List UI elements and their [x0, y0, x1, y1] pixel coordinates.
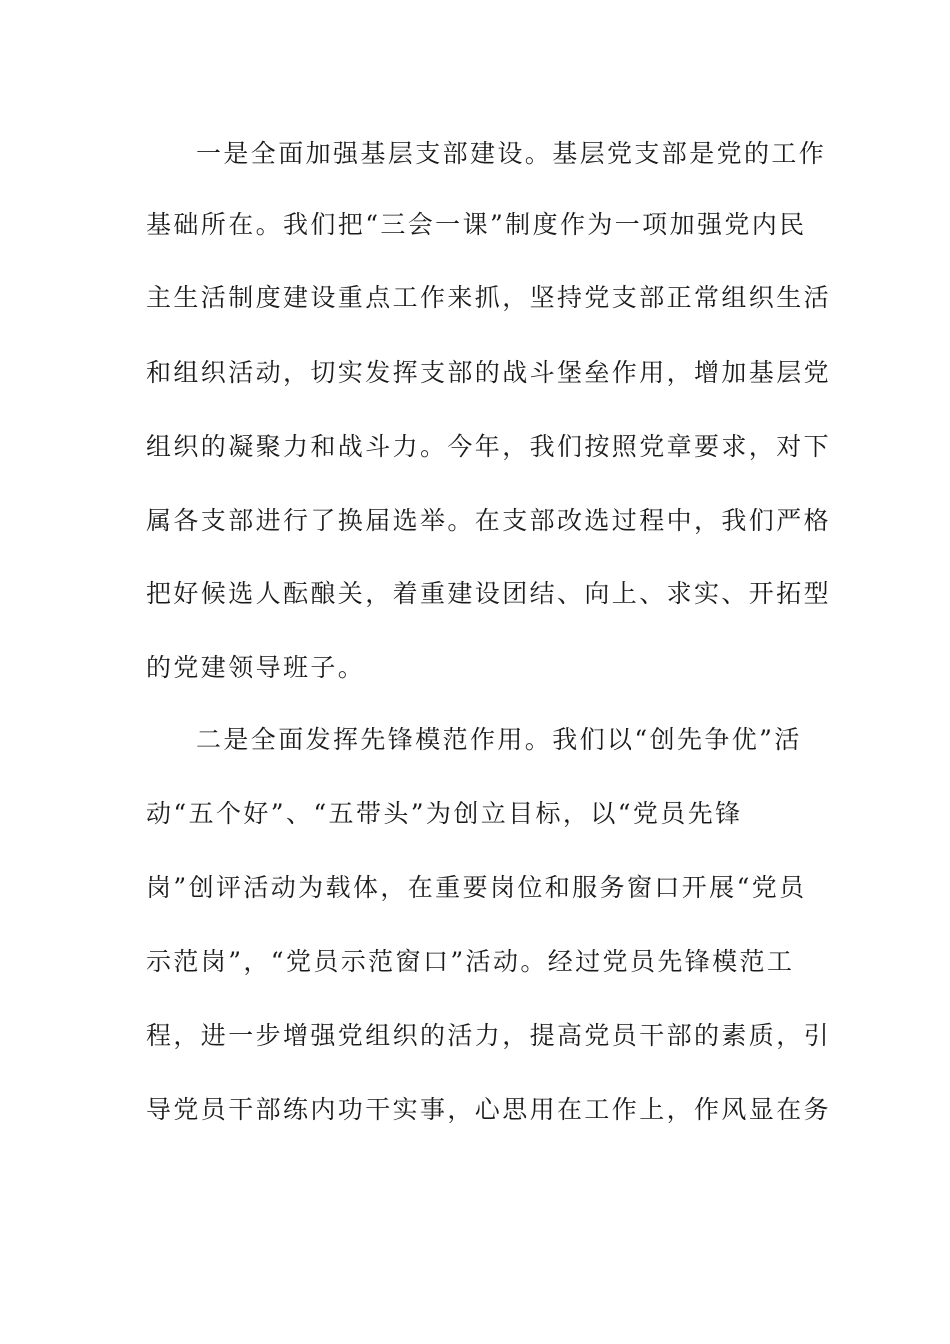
paragraph-line: 导党员干部练内功干实事，心思用在工作上，作风显在务 [146, 1095, 832, 1124]
paragraph-line: 二是全面发挥先锋模范作用。我们以“创先争优”活 [196, 725, 802, 754]
paragraph-line: 程，进一步增强党组织的活力，提高党员干部的素质，引 [146, 1021, 832, 1050]
paragraph-line: 属各支部进行了换届选举。在支部改选过程中，我们严格 [146, 506, 832, 535]
paragraph-line: 岗”创评活动为载体，在重要岗位和服务窗口开展“党员 [146, 873, 807, 902]
paragraph-line: 动“五个好”、“五带头”为创立目标，以“党员先锋 [146, 799, 743, 828]
paragraph-line: 示范岗”，“党员示范窗口”活动。经过党员先锋模范工 [146, 947, 795, 976]
paragraph-line: 把好候选人酝酿关，着重建设团结、向上、求实、开拓型 [146, 579, 832, 608]
paragraph-line: 主生活制度建设重点工作来抓，坚持党支部正常组织生活 [146, 283, 832, 312]
paragraph-line: 基础所在。我们把“三会一课”制度作为一项加强党内民 [146, 210, 807, 239]
paragraph-line: 的党建领导班子。 [146, 653, 366, 682]
paragraph-line: 和组织活动，切实发挥支部的战斗堡垒作用，增加基层党 [146, 358, 832, 387]
paragraph-line: 一是全面加强基层支部建设。基层党支部是党的工作 [196, 139, 827, 168]
paragraph-line: 组织的凝聚力和战斗力。今年，我们按照党章要求，对下 [146, 432, 832, 461]
